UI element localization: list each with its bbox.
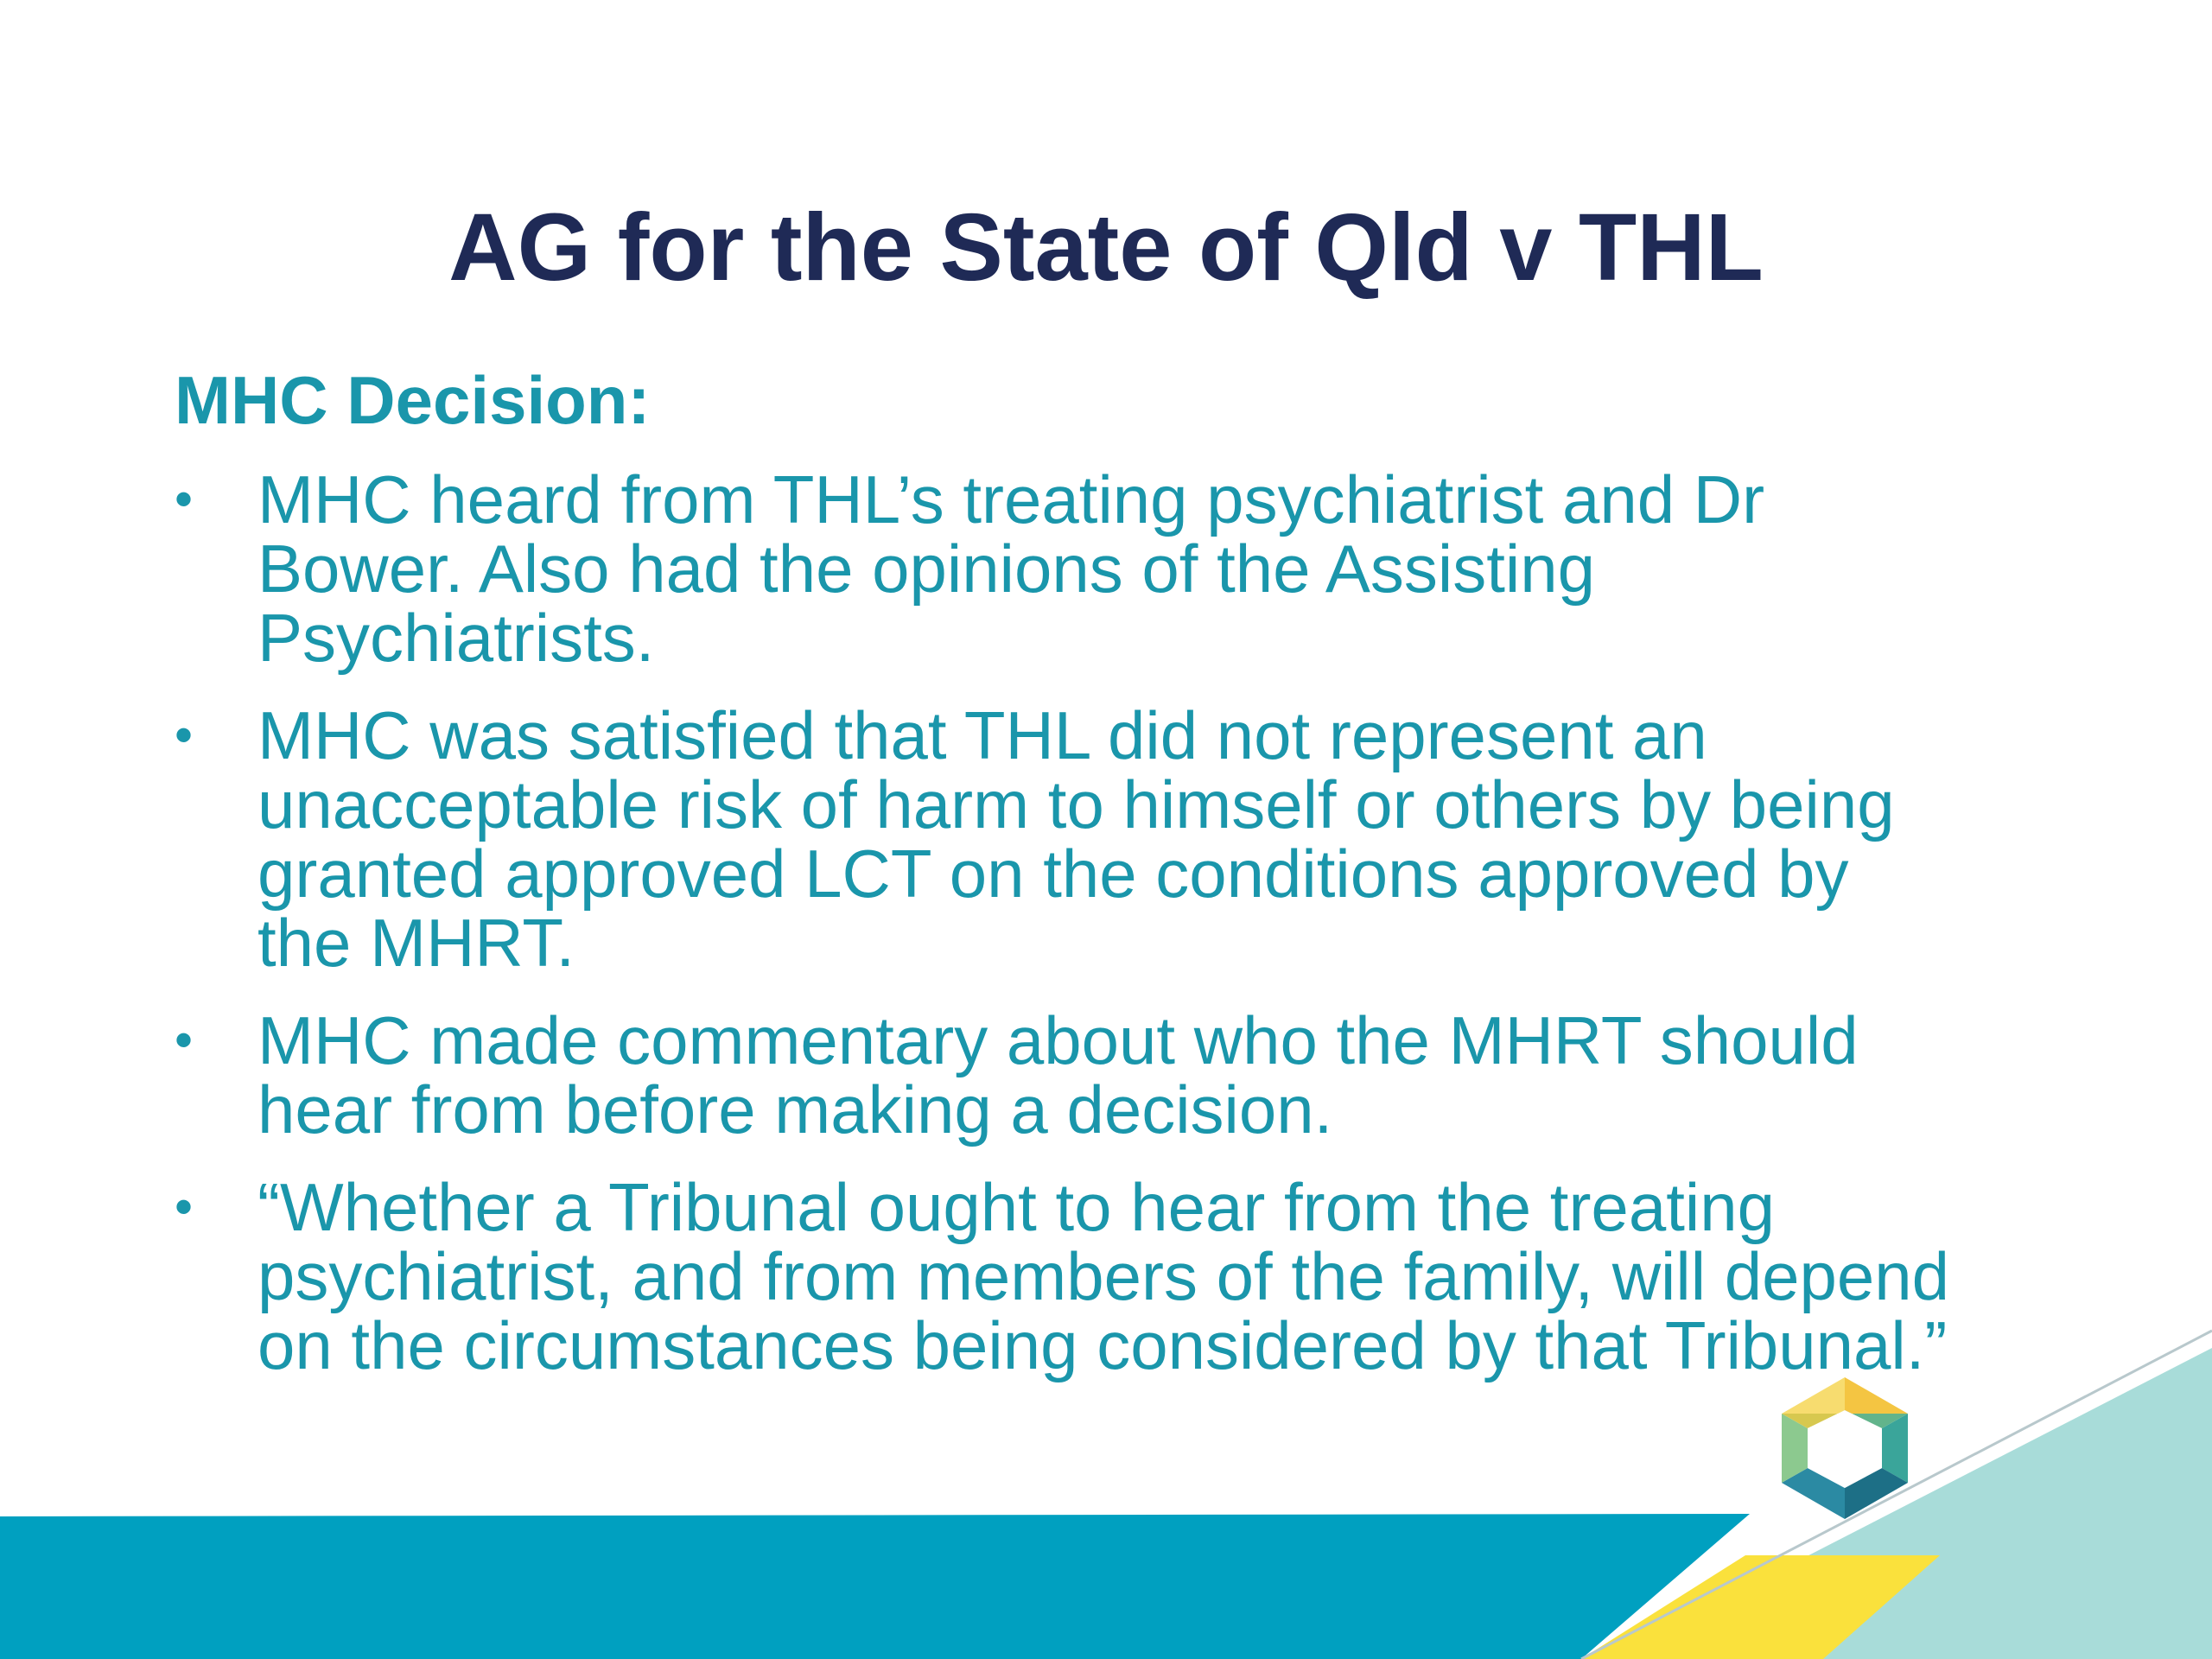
bullet-line: psychiatrist, and from members of the family, will depend <box>257 1238 1949 1314</box>
bullet-line: Bower. Also had the opinions of the Assisting <box>257 531 1596 607</box>
slide-title: AG for the State of Qld v THL <box>448 194 1764 301</box>
bullet-marker: • <box>175 470 194 528</box>
bullet-line: MHC heard from THL’s treating psychiatrist and Dr <box>257 461 1765 537</box>
bullet-marker: • <box>175 1178 194 1236</box>
hexagon-logo-icon <box>1780 1376 1910 1521</box>
bullet-line: unacceptable risk of harm to himself or others by being <box>257 766 1895 842</box>
bullet-marker: • <box>175 706 194 764</box>
bullet-line: hear from before making a decision. <box>257 1071 1333 1147</box>
section-subheading: MHC Decision: <box>175 362 651 438</box>
bullet-line: Psychiatrists. <box>257 600 655 676</box>
bullet-line: granted approved LCT on the conditions approved by <box>257 836 1849 912</box>
bullet-line: MHC was satisfied that THL did not represent an <box>257 697 1707 773</box>
bullet-line: MHC made commentary about who the MHRT should <box>257 1002 1859 1078</box>
bullet-line: the MHRT. <box>257 905 575 981</box>
bullet-line: “Whether a Tribunal ought to hear from the treating <box>257 1169 1775 1245</box>
bullet-line: on the circumstances being considered by that Tribunal.” <box>257 1307 1948 1383</box>
bullet-marker: • <box>175 1011 194 1069</box>
blue-band <box>0 1514 1750 1659</box>
